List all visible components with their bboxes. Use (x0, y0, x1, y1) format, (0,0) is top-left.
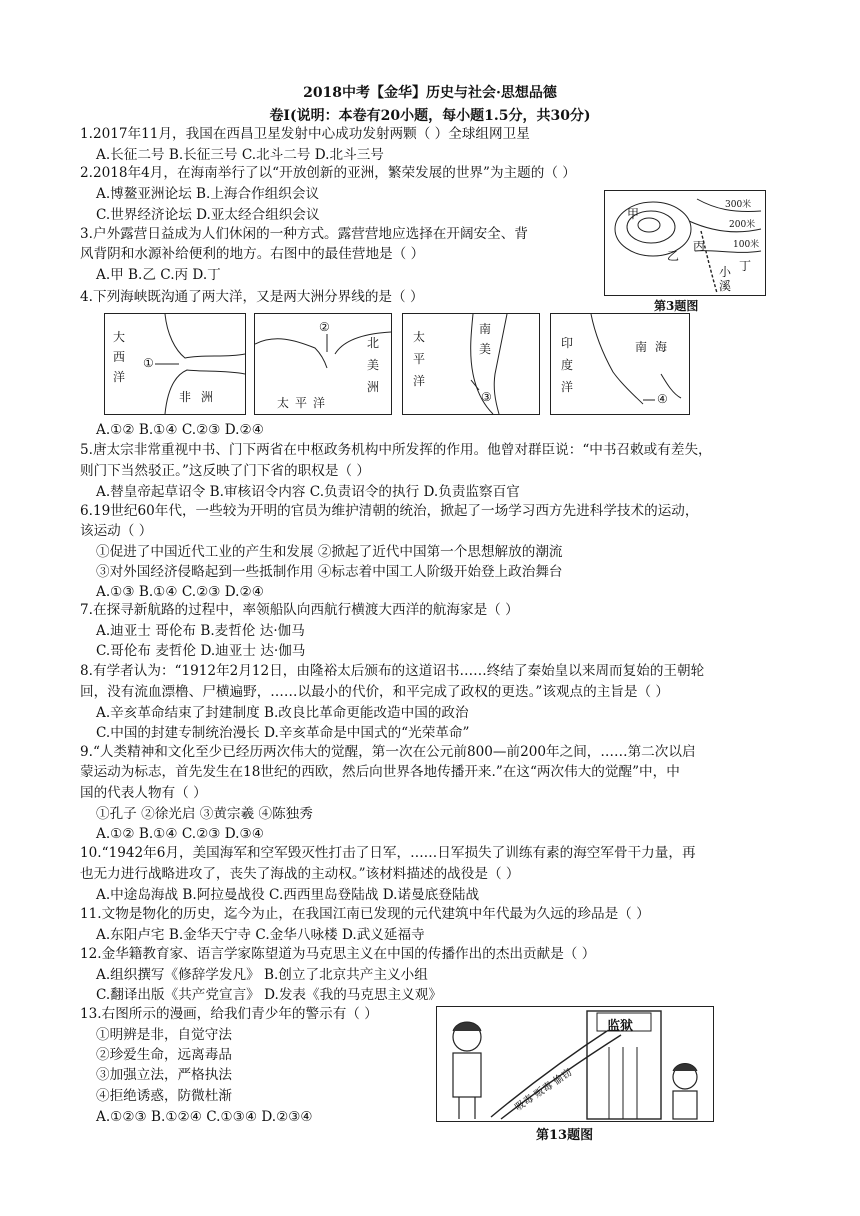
map4-label-nan: 南 (635, 340, 648, 354)
question-8-stem-line2: 回，没有流血漂橹、尸横遍野，……以最小的代价，和平完成了政权的更迭。”该观点的主旨是（ ） (80, 684, 669, 700)
question-6-stem-line1: 6.19世纪60年代，一些较为开明的官员为维护清朝的统治，掀起了一场学习西方先进科学技术的运动， (80, 503, 699, 519)
question-13-choice-4: ④拒绝诱惑，防微杜渐 (96, 1088, 232, 1104)
map4-label-yin: 印 (561, 336, 574, 350)
question-11-options: A.东阳卢宅 B.金华天宁寺 C.金华八咏楼 D.武义延福寺 (96, 927, 425, 943)
map4-label-du: 度 (561, 358, 574, 372)
question-1-options: A.长征二号 B.长征三号 C.北斗二号 D.北斗三号 (96, 147, 384, 163)
figure-4-map-3 (402, 313, 540, 415)
map1-label-yang: 洋 (113, 370, 126, 384)
question-3-options: A.甲 B.乙 C.丙 D.丁 (96, 267, 221, 283)
map3-marker: ③ (481, 390, 492, 404)
question-11-stem: 11.文物是物化的历史，迄今为止，在我国江南已发现的元代建筑中年代最为久远的珍品是（ ） (80, 906, 650, 922)
contour-label-jia: 甲 (627, 207, 640, 221)
question-5-stem-line2: 则门下当然驳正。”这反映了门下省的职权是（ ） (80, 463, 370, 479)
figure-13-cartoon (436, 1006, 714, 1122)
stream-label-xiao: 小 (719, 265, 732, 279)
question-2-option-ab: A.博鳌亚洲论坛 B.上海合作组织会议 (96, 186, 320, 202)
question-4-stem: 4.下列海峡既沟通了两大洋，又是两大洲分界线的是（ ） (80, 289, 424, 305)
map2-label-tai: 太 (277, 396, 290, 410)
figure-3-contour-map (604, 190, 766, 296)
question-2-stem: 2.2018年4月，在海南举行了以“开放创新的亚洲，繁荣发展的世界”为主题的（ ） (80, 165, 576, 181)
question-7-stem: 7.在探寻新航路的过程中，率领船队向西航行横渡大西洋的航海家是（ ） (80, 602, 519, 618)
contour-label-ding: 丁 (739, 259, 752, 273)
map4-marker: ④ (657, 392, 668, 406)
prison-sign-text: 监狱 (607, 1019, 634, 1034)
contour-label-yi: 乙 (667, 249, 680, 263)
strait-map-1-drawing (105, 314, 245, 414)
question-12-option-ab: A.组织撰写《修辞学发凡》 B.创立了北京共产主义小组 (96, 967, 428, 983)
question-7-option-cd: C.哥伦布 麦哲伦 D.迪亚士 达·伽马 (96, 643, 306, 659)
figure-4-map-2 (254, 313, 392, 415)
question-9-stem-line1: 9.“人类精神和文化至少已经历两次伟大的觉醒，第一次在公元前800—前200年之间，……第二次以启 (80, 744, 696, 760)
question-3-stem-line2: 风背阴和水源补给便利的地方。右图中的最佳营地是（ ） (80, 246, 425, 262)
question-9-stem-line3: 国的代表人物有（ ） (80, 785, 207, 801)
figure-3-caption: 第3题图 (654, 299, 699, 313)
map1-label-da: 大 (113, 330, 126, 344)
contour-value-300: 300米 (725, 200, 752, 210)
map2-marker: ② (319, 320, 330, 334)
question-8-option-ab: A.辛亥革命结束了封建制度 B.改良比革命更能改造中国的政治 (96, 705, 469, 721)
question-8-option-cd: C.中国的封建专制统治漫长 D.辛亥革命是中国式的“光荣革命” (96, 725, 470, 741)
map3-label-yang: 洋 (413, 374, 426, 388)
question-8-stem-line1: 8.有学者认为：“1912年2月12日，由隆裕太后颁布的这道诏书……终结了秦始皇以来周而复始的王朝轮 (80, 663, 705, 679)
question-5-stem-line1: 5.唐太宗非常重视中书、门下两省在中枢政务机构中所发挥的作用。他曾对群臣说：“中书召敕或有差失， (80, 442, 712, 458)
question-13-options: A.①②③ B.①②④ C.①③④ D.②③④ (96, 1109, 313, 1125)
contour-label-bing: 丙 (693, 239, 706, 253)
question-6-stem-line2: 该运动（ ） (80, 523, 153, 539)
figure-4-map-1 (104, 313, 246, 415)
question-7-option-ab: A.迪亚士 哥伦布 B.麦哲伦 达·伽马 (96, 623, 305, 639)
map2-label-mei: 美 (367, 358, 380, 372)
question-1-stem: 1.2017年11月，我国在西昌卫星发射中心成功发射两颗（ ）全球组网卫星 (80, 126, 530, 142)
question-9-choices: ①孔子 ②徐光启 ③黄宗羲 ④陈独秀 (96, 806, 313, 822)
figure-4-map-4 (550, 313, 690, 415)
map3-label-nan: 南 (479, 322, 492, 336)
contour-value-100: 100米 (733, 240, 760, 250)
question-6-choice-34: ③对外国经济侵略起到一些抵制作用 ④标志着中国工人阶级开始登上政治舞台 (96, 564, 563, 580)
cartoon-drawing (437, 1007, 713, 1121)
question-13-choice-1: ①明辨是非，自觉守法 (96, 1027, 232, 1043)
question-2-option-cd: C.世界经济论坛 D.亚太经合组织会议 (96, 207, 320, 223)
map2-label-ping: 平 (295, 396, 308, 410)
map3-label-ping: 平 (413, 352, 426, 366)
map1-label-xi: 西 (113, 350, 126, 364)
question-6-options: A.①③ B.①④ C.②③ D.②④ (96, 584, 264, 600)
map2-label-zhou: 洲 (367, 380, 380, 394)
page-title: 2018中考【金华】历史与社会·思想品德 (303, 85, 557, 101)
section-subtitle: 卷Ⅰ(说明：本卷有20小题，每小题1.5分，共30分) (269, 108, 591, 124)
map2-label-yang: 洋 (313, 396, 326, 410)
question-10-stem-line2: 也无力进行战略进攻了，丧失了海战的主动权。”该材料描述的战役是（ ） (80, 866, 520, 882)
question-10-stem-line1: 10.“1942年6月，美国海军和空军毁灭性打击了日军，……日军损失了训练有素的海空军骨干力量，再 (80, 845, 696, 861)
question-13-stem: 13.右图所示的漫画，给我们青少年的警示有（ ） (80, 1006, 378, 1022)
map4-label-yang: 洋 (561, 380, 574, 394)
question-6-choice-12: ①促进了中国近代工业的产生和发展 ②掀起了近代中国第一个思想解放的潮流 (96, 544, 563, 560)
question-10-options: A.中途岛海战 B.阿拉曼战役 C.西西里岛登陆战 D.诺曼底登陆战 (96, 887, 480, 903)
question-12-stem: 12.金华籍教育家、语言学家陈望道为马克思主义在中国的传播作出的杰出贡献是（ ） (80, 946, 596, 962)
map1-label-zhou: 洲 (201, 390, 214, 404)
question-9-stem-line2: 蒙运动为标志，首先发生在18世纪的西欧，然后向世界各地传播开来.”在这“两次伟大的觉醒”中，中 (80, 764, 680, 780)
question-4-options: A.①② B.①④ C.②③ D.②④ (96, 422, 264, 438)
question-12-option-cd: C.翻译出版《共产党宣言》 D.发表《我的马克思主义观》 (96, 987, 442, 1003)
figure-13-caption: 第13题图 (536, 1128, 594, 1143)
contour-value-200: 200米 (729, 220, 756, 230)
stream-label-xi: 溪 (719, 279, 732, 293)
map4-label-hai: 海 (655, 340, 668, 354)
map3-label-tai: 太 (413, 330, 426, 344)
question-3-stem-line1: 3.户外露营日益成为人们休闲的一种方式。露营营地应选择在开阔安全、背 (80, 226, 528, 242)
question-13-choice-3: ③加强立法，严格执法 (96, 1067, 232, 1083)
slide-text: 吸毒 贩毒 偷窃 (513, 1067, 575, 1114)
question-5-options: A.替皇帝起草诏令 B.审核诏令内容 C.负责诏令的执行 D.负责监察百官 (96, 484, 520, 500)
question-9-options: A.①② B.①④ C.②③ D.③④ (96, 826, 264, 842)
map1-label-fei: 非 (179, 390, 192, 404)
map2-label-bei: 北 (367, 336, 380, 350)
map3-label-mei: 美 (479, 342, 492, 356)
map1-marker: ① (143, 356, 154, 370)
question-13-choice-2: ②珍爱生命，远离毒品 (96, 1047, 232, 1063)
